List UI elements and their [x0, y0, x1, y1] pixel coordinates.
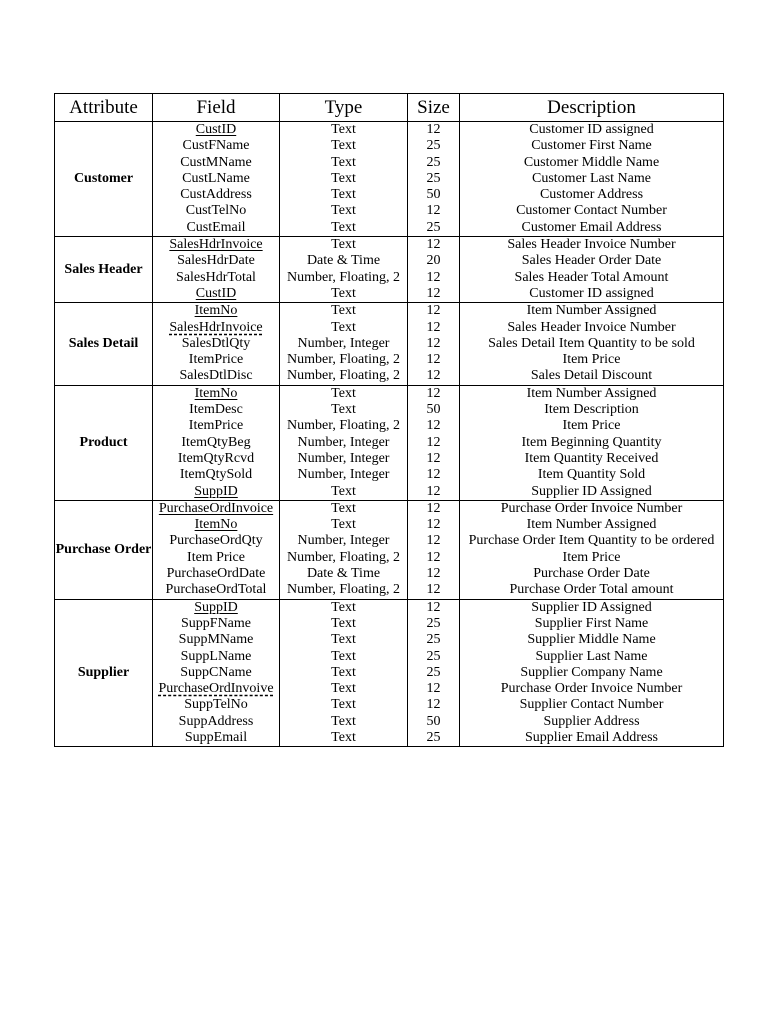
field-name: CustFName [182, 138, 250, 154]
field-name: PurchaseOrdDate [166, 566, 266, 582]
field-description: Item Number Assigned [526, 517, 657, 533]
field-type: Number, Floating, 2 [287, 418, 400, 434]
type-list [280, 599, 408, 747]
field-type: Number, Floating, 2 [287, 582, 400, 598]
field-size: 25 [426, 632, 441, 648]
field-name: SuppCName [180, 664, 252, 680]
field-list [153, 385, 280, 500]
field-type: Text [331, 648, 356, 664]
size-list [408, 303, 460, 385]
field-type: Number, Integer [297, 335, 390, 351]
data-dictionary-table [54, 93, 724, 747]
field-name: PurchaseOrdInvoice [158, 500, 274, 516]
field-type: Text [331, 170, 356, 186]
field-type: Number, Integer [297, 434, 390, 450]
header-type: Type [280, 94, 408, 122]
entity-name: Sales Header [55, 237, 153, 303]
field-type: Text [331, 599, 356, 615]
field-description: Sales Header Invoice Number [507, 319, 676, 335]
field-size: 12 [426, 203, 441, 219]
field-description: Customer ID assigned [529, 285, 654, 301]
entity-row [55, 385, 724, 500]
type-list [280, 500, 408, 599]
field-size: 25 [426, 664, 441, 680]
field-type: Text [331, 203, 356, 219]
field-name: SuppAddress [178, 713, 254, 729]
table-body [55, 122, 724, 747]
field-type: Number, Integer [297, 533, 390, 549]
field-description: Supplier Email Address [525, 729, 658, 745]
header-field: Field [153, 94, 280, 122]
field-name: SuppID [194, 599, 238, 615]
field-type: Text [331, 500, 356, 516]
field-description: Item Price [562, 549, 621, 565]
field-size: 25 [426, 154, 441, 170]
field-size: 12 [426, 697, 441, 713]
field-name: SuppTelNo [184, 697, 248, 713]
size-list [408, 122, 460, 237]
field-size: 12 [426, 285, 441, 301]
field-description: Purchase Order Total amount [509, 582, 674, 598]
field-size: 12 [426, 385, 441, 401]
field-description: Purchase Order Date [533, 566, 650, 582]
field-description: Supplier Middle Name [527, 632, 656, 648]
entity-name: Sales Detail [55, 303, 153, 385]
type-list [280, 385, 408, 500]
field-size: 12 [426, 319, 441, 335]
field-name: SalesHdrTotal [176, 269, 256, 285]
field-type: Text [331, 138, 356, 154]
field-size: 50 [426, 187, 441, 203]
field-type: Number, Integer [297, 450, 390, 466]
field-name: SuppMName [178, 632, 254, 648]
field-description: Supplier Address [543, 713, 640, 729]
field-list [153, 237, 280, 303]
field-size: 12 [426, 335, 441, 351]
field-description: Item Price [562, 352, 621, 368]
field-list [153, 599, 280, 747]
entity-row [55, 303, 724, 385]
field-description: Item Number Assigned [526, 385, 657, 401]
field-type: Text [331, 154, 356, 170]
field-type: Number, Floating, 2 [287, 352, 400, 368]
field-name: Item Price [187, 549, 245, 565]
field-type: Number, Integer [297, 467, 390, 483]
field-name: ItemQtyRcvd [177, 450, 255, 466]
description-list [460, 500, 724, 599]
field-type: Text [331, 697, 356, 713]
field-name: ItemPrice [188, 418, 244, 434]
field-type: Number, Floating, 2 [287, 269, 400, 285]
entity-name: Purchase Order [55, 500, 153, 599]
header-size: Size [408, 94, 460, 122]
field-size: 12 [426, 582, 441, 598]
field-description: Supplier Contact Number [519, 697, 664, 713]
field-size: 12 [426, 450, 441, 466]
field-description: Customer Email Address [521, 219, 662, 235]
field-name: ItemQtyBeg [181, 434, 251, 450]
field-size: 25 [426, 615, 441, 631]
field-description: Supplier ID Assigned [531, 599, 652, 615]
size-list [408, 500, 460, 599]
field-name: ItemNo [194, 385, 238, 401]
field-name: CustAddress [180, 187, 252, 203]
field-name: SuppEmail [184, 729, 248, 745]
description-list [460, 237, 724, 303]
entity-row [55, 237, 724, 303]
header-description: Description [460, 94, 724, 122]
field-name: ItemPrice [188, 352, 244, 368]
entity-row [55, 122, 724, 237]
entity-row [55, 500, 724, 599]
field-size: 12 [426, 434, 441, 450]
field-type: Text [331, 681, 356, 697]
field-type: Text [331, 122, 356, 137]
field-name: ItemNo [194, 517, 238, 533]
field-type: Text [331, 713, 356, 729]
field-type: Text [331, 319, 356, 335]
field-name: PurchaseOrdQty [169, 533, 263, 549]
field-type: Date & Time [306, 253, 381, 269]
size-list [408, 385, 460, 500]
field-name: SalesHdrDate [177, 253, 255, 269]
field-description: Supplier ID Assigned [531, 483, 652, 499]
entity-name: Supplier [55, 599, 153, 747]
field-description: Sales Header Total Amount [514, 269, 669, 285]
field-name: ItemNo [194, 303, 238, 319]
field-description: Item Quantity Sold [537, 467, 646, 483]
field-type: Text [331, 187, 356, 203]
field-description: Item Quantity Received [524, 450, 659, 466]
field-size: 12 [426, 533, 441, 549]
field-name: CustMName [180, 154, 252, 170]
field-name: SuppID [194, 483, 238, 499]
field-size: 12 [426, 467, 441, 483]
field-description: Item Price [562, 418, 621, 434]
field-description: Customer Last Name [532, 170, 651, 186]
header-row [55, 94, 724, 122]
field-size: 12 [426, 352, 441, 368]
field-name: SalesHdrInvoice [169, 319, 263, 335]
field-description: Item Number Assigned [526, 303, 657, 319]
field-description: Customer First Name [531, 138, 652, 154]
entity-name: Customer [55, 122, 153, 237]
size-list [408, 599, 460, 747]
description-list [460, 385, 724, 500]
field-size: 12 [426, 418, 441, 434]
field-size: 25 [426, 170, 441, 186]
field-size: 12 [426, 599, 441, 615]
field-description: Supplier Last Name [535, 648, 648, 664]
field-description: Sales Detail Item Quantity to be sold [488, 335, 695, 351]
field-size: 12 [426, 237, 441, 253]
field-name: CustLName [182, 170, 250, 186]
field-type: Text [331, 219, 356, 235]
field-type: Text [331, 664, 356, 680]
field-name: PurchaseOrdInvoive [158, 681, 274, 697]
field-size: 12 [426, 368, 441, 384]
field-description: Customer Middle Name [523, 154, 660, 170]
field-name: SalesDtlDisc [179, 368, 253, 384]
field-size: 12 [426, 500, 441, 516]
field-type: Text [331, 385, 356, 401]
field-type: Text [331, 632, 356, 648]
field-type: Text [331, 517, 356, 533]
field-type: Number, Floating, 2 [287, 549, 400, 565]
header-attribute: Attribute [55, 94, 153, 122]
type-list [280, 237, 408, 303]
field-size: 12 [426, 517, 441, 533]
field-type: Text [331, 729, 356, 745]
field-size: 25 [426, 219, 441, 235]
size-list [408, 237, 460, 303]
field-size: 12 [426, 566, 441, 582]
field-name: PurchaseOrdTotal [165, 582, 267, 598]
field-type: Text [331, 483, 356, 499]
field-description: Purchase Order Item Quantity to be ordered [468, 533, 715, 549]
field-type: Text [331, 285, 356, 301]
field-description: Sales Header Order Date [521, 253, 662, 269]
field-name: SuppFName [181, 615, 251, 631]
field-name: CustEmail [186, 219, 246, 235]
field-name: SalesDtlQty [181, 335, 251, 351]
field-size: 20 [426, 253, 441, 269]
field-name: CustID [195, 285, 237, 301]
field-size: 12 [426, 269, 441, 285]
field-description: Customer Address [539, 187, 644, 203]
field-description: Purchase Order Invoice Number [500, 681, 683, 697]
entity-name: Product [55, 385, 153, 500]
field-size: 12 [426, 681, 441, 697]
field-name: SuppLName [180, 648, 252, 664]
description-list [460, 599, 724, 747]
field-description: Supplier Company Name [520, 664, 663, 680]
field-type: Text [331, 615, 356, 631]
field-size: 25 [426, 648, 441, 664]
field-name: SalesHdrInvoice [169, 237, 263, 253]
field-description: Item Beginning Quantity [521, 434, 662, 450]
field-name: CustID [195, 122, 237, 137]
field-description: Supplier First Name [534, 615, 649, 631]
field-size: 12 [426, 549, 441, 565]
field-list [153, 500, 280, 599]
field-description: Customer ID assigned [529, 122, 654, 137]
field-description: Purchase Order Invoice Number [500, 500, 683, 516]
field-size: 12 [426, 483, 441, 499]
field-list [153, 122, 280, 237]
field-description: Customer Contact Number [516, 203, 667, 219]
field-list [153, 303, 280, 385]
field-description: Sales Detail Discount [530, 368, 653, 384]
field-size: 25 [426, 138, 441, 154]
field-name: CustTelNo [185, 203, 247, 219]
description-list [460, 122, 724, 237]
field-description: Sales Header Invoice Number [507, 237, 676, 253]
field-size: 50 [426, 713, 441, 729]
field-name: ItemQtySold [179, 467, 253, 483]
field-type: Number, Floating, 2 [287, 368, 400, 384]
entity-row [55, 599, 724, 747]
field-size: 12 [426, 303, 441, 319]
type-list [280, 122, 408, 237]
field-type: Text [331, 303, 356, 319]
table-header [55, 94, 724, 122]
field-size: 25 [426, 729, 441, 745]
field-name: ItemDesc [189, 402, 243, 418]
field-size: 12 [426, 122, 441, 137]
type-list [280, 303, 408, 385]
field-type: Text [331, 237, 356, 253]
field-size: 50 [426, 402, 441, 418]
field-type: Date & Time [306, 566, 381, 582]
description-list [460, 303, 724, 385]
field-type: Text [331, 402, 356, 418]
field-description: Item Description [544, 402, 639, 418]
